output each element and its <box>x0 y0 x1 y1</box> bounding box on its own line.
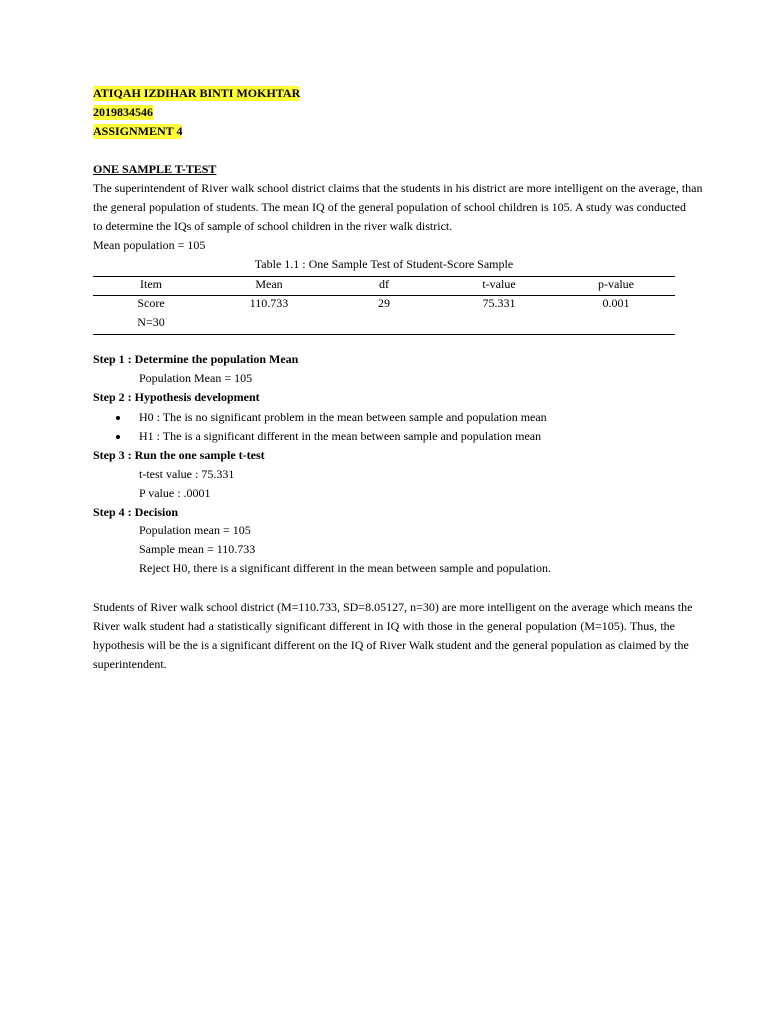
table-cell: Score <box>137 296 165 310</box>
step4-title: Step 4 : Decision <box>93 505 178 519</box>
step2-title: Step 2 : Hypothesis development <box>93 390 260 404</box>
mean-population: Mean population = 105 <box>93 238 206 252</box>
table-caption: Table 1.1 : One Sample Test of Student-Score Sample <box>254 257 514 271</box>
step3-line: t-test value : 75.331 <box>139 467 235 481</box>
table-cell: 0.001 <box>602 296 630 310</box>
intro-line: the general population of students. The mean IQ of the general population of school children is 105. A study was conducted <box>93 200 686 214</box>
conclusion-line: Students of River walk school district (M=110.733, SD=8.05127, n=30) are more intelligent on the average which means the <box>93 600 693 614</box>
step3-line: P value : .0001 <box>139 486 211 500</box>
table-header-cell: p-value <box>598 277 634 291</box>
table-header-cell: t-value <box>482 277 516 291</box>
bullet-icon <box>116 435 120 439</box>
conclusion-line: superintendent. <box>93 657 167 671</box>
table-cell: 29 <box>378 296 390 310</box>
assignment-title: ASSIGNMENT 4 <box>93 124 183 138</box>
table-cell-note: N=30 <box>137 315 165 329</box>
table-cell: 75.331 <box>482 296 516 310</box>
step1-line: Population Mean = 105 <box>139 371 253 385</box>
step4-line: Population mean = 105 <box>139 523 251 537</box>
step4-line: Sample mean = 110.733 <box>139 542 256 556</box>
step3-title: Step 3 : Run the one sample t-test <box>93 448 265 462</box>
section-title: ONE SAMPLE T-TEST <box>93 162 217 176</box>
intro-line: to determine the IQs of sample of school children in the river walk district. <box>93 219 453 233</box>
bullet-icon <box>116 416 120 420</box>
table-header-cell: Item <box>140 277 162 291</box>
student-id: 2019834546 <box>93 105 153 119</box>
intro-line: The superintendent of River walk school district claims that the students in his district are more intelligent on the average, than <box>93 181 703 195</box>
conclusion-line: River walk student had a statistically significant different in IQ with those in the general population (M=105). Thus, the <box>93 619 675 633</box>
hypothesis-h0: H0 : The is no significant problem in the mean between sample and population mean <box>139 410 547 424</box>
conclusion-line: hypothesis will be the is a significant different on the IQ of River Walk student and the general population as claimed by the <box>93 638 689 652</box>
step1-title: Step 1 : Determine the population Mean <box>93 352 299 366</box>
hypothesis-h1: H1 : The is a significant different in the mean between sample and population mean <box>139 429 542 443</box>
table-cell: 110.733 <box>249 296 289 310</box>
table-header-cell: df <box>379 277 389 291</box>
table-bottom-rule <box>93 334 675 335</box>
conclusion-paragraph <box>93 598 693 674</box>
step4-line: Reject H0, there is a significant different in the mean between sample and population. <box>139 561 551 575</box>
student-name: ATIQAH IZDIHAR BINTI MOKHTAR <box>93 86 301 100</box>
intro-paragraph <box>93 179 703 236</box>
table-header-cell: Mean <box>255 277 283 291</box>
